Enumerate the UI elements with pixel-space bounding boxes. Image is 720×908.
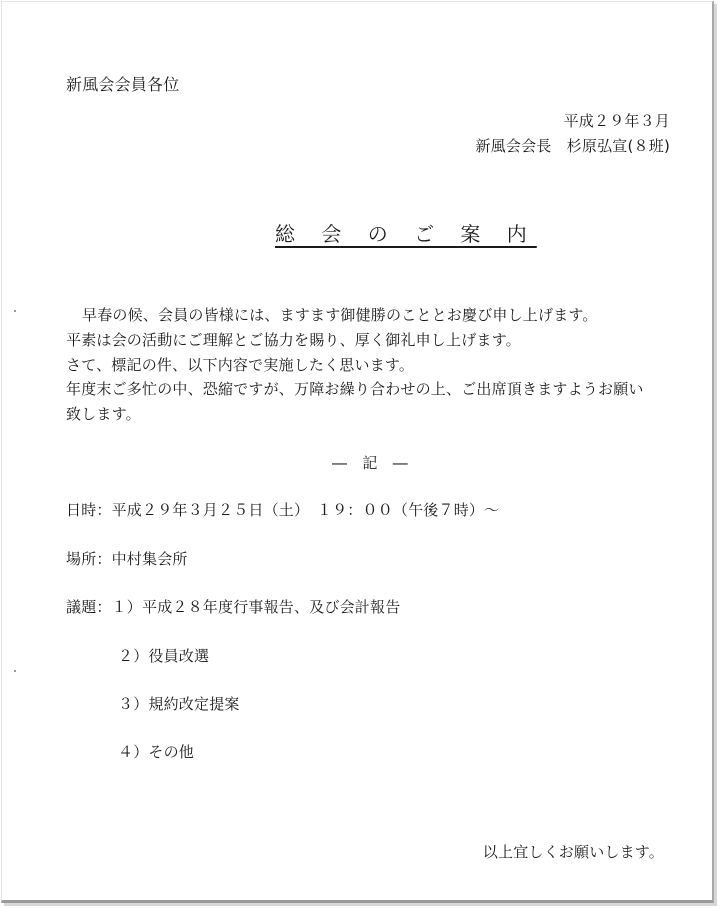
body-line-5: 致します。 <box>66 405 141 423</box>
agenda-item-2: ２）役員改選 <box>118 647 210 665</box>
agenda-item-1: 議題：１）平成２８年度行事報告、及び会計報告 <box>66 598 401 616</box>
addressee: 新風会会員各位 <box>66 75 180 94</box>
scan-speck <box>14 670 16 672</box>
document-page <box>1 1 714 903</box>
closing-line: 以上宜しくお願いします。 <box>482 843 664 861</box>
scan-speck <box>14 310 16 312</box>
agenda-item-3: ３）規約改定提案 <box>118 695 240 713</box>
body-line-2: 平素は会の活動にご理解とご協力を賜り、厚く御礼申し上げます。 <box>66 331 521 349</box>
body-line-3: さて、標記の件、以下内容で実施したく思います。 <box>66 356 415 374</box>
body-line-4: 年度末ご多忙の中、恐縮ですが、万障お繰り合わせの上、ご出席頂きますようお願い <box>66 380 644 398</box>
body-line-1: 早春の候、会員の皆様には、ますます御健勝のこととお慶び申し上げます。 <box>82 306 598 324</box>
sender: 新風会会長 杉原弘宣(８班) <box>475 137 670 155</box>
agenda-item-4: ４）その他 <box>118 743 195 761</box>
meeting-datetime: 日時：平成２９年３月２５日（土） １９：００（午後７時）～ <box>66 501 500 519</box>
meeting-place: 場所：中村集会所 <box>66 550 188 568</box>
ki-heading: ― 記 ― <box>332 454 409 472</box>
issue-date: 平成２９年３月 <box>563 112 670 130</box>
document-title: 総 会 の ご 案 内 <box>275 222 537 246</box>
